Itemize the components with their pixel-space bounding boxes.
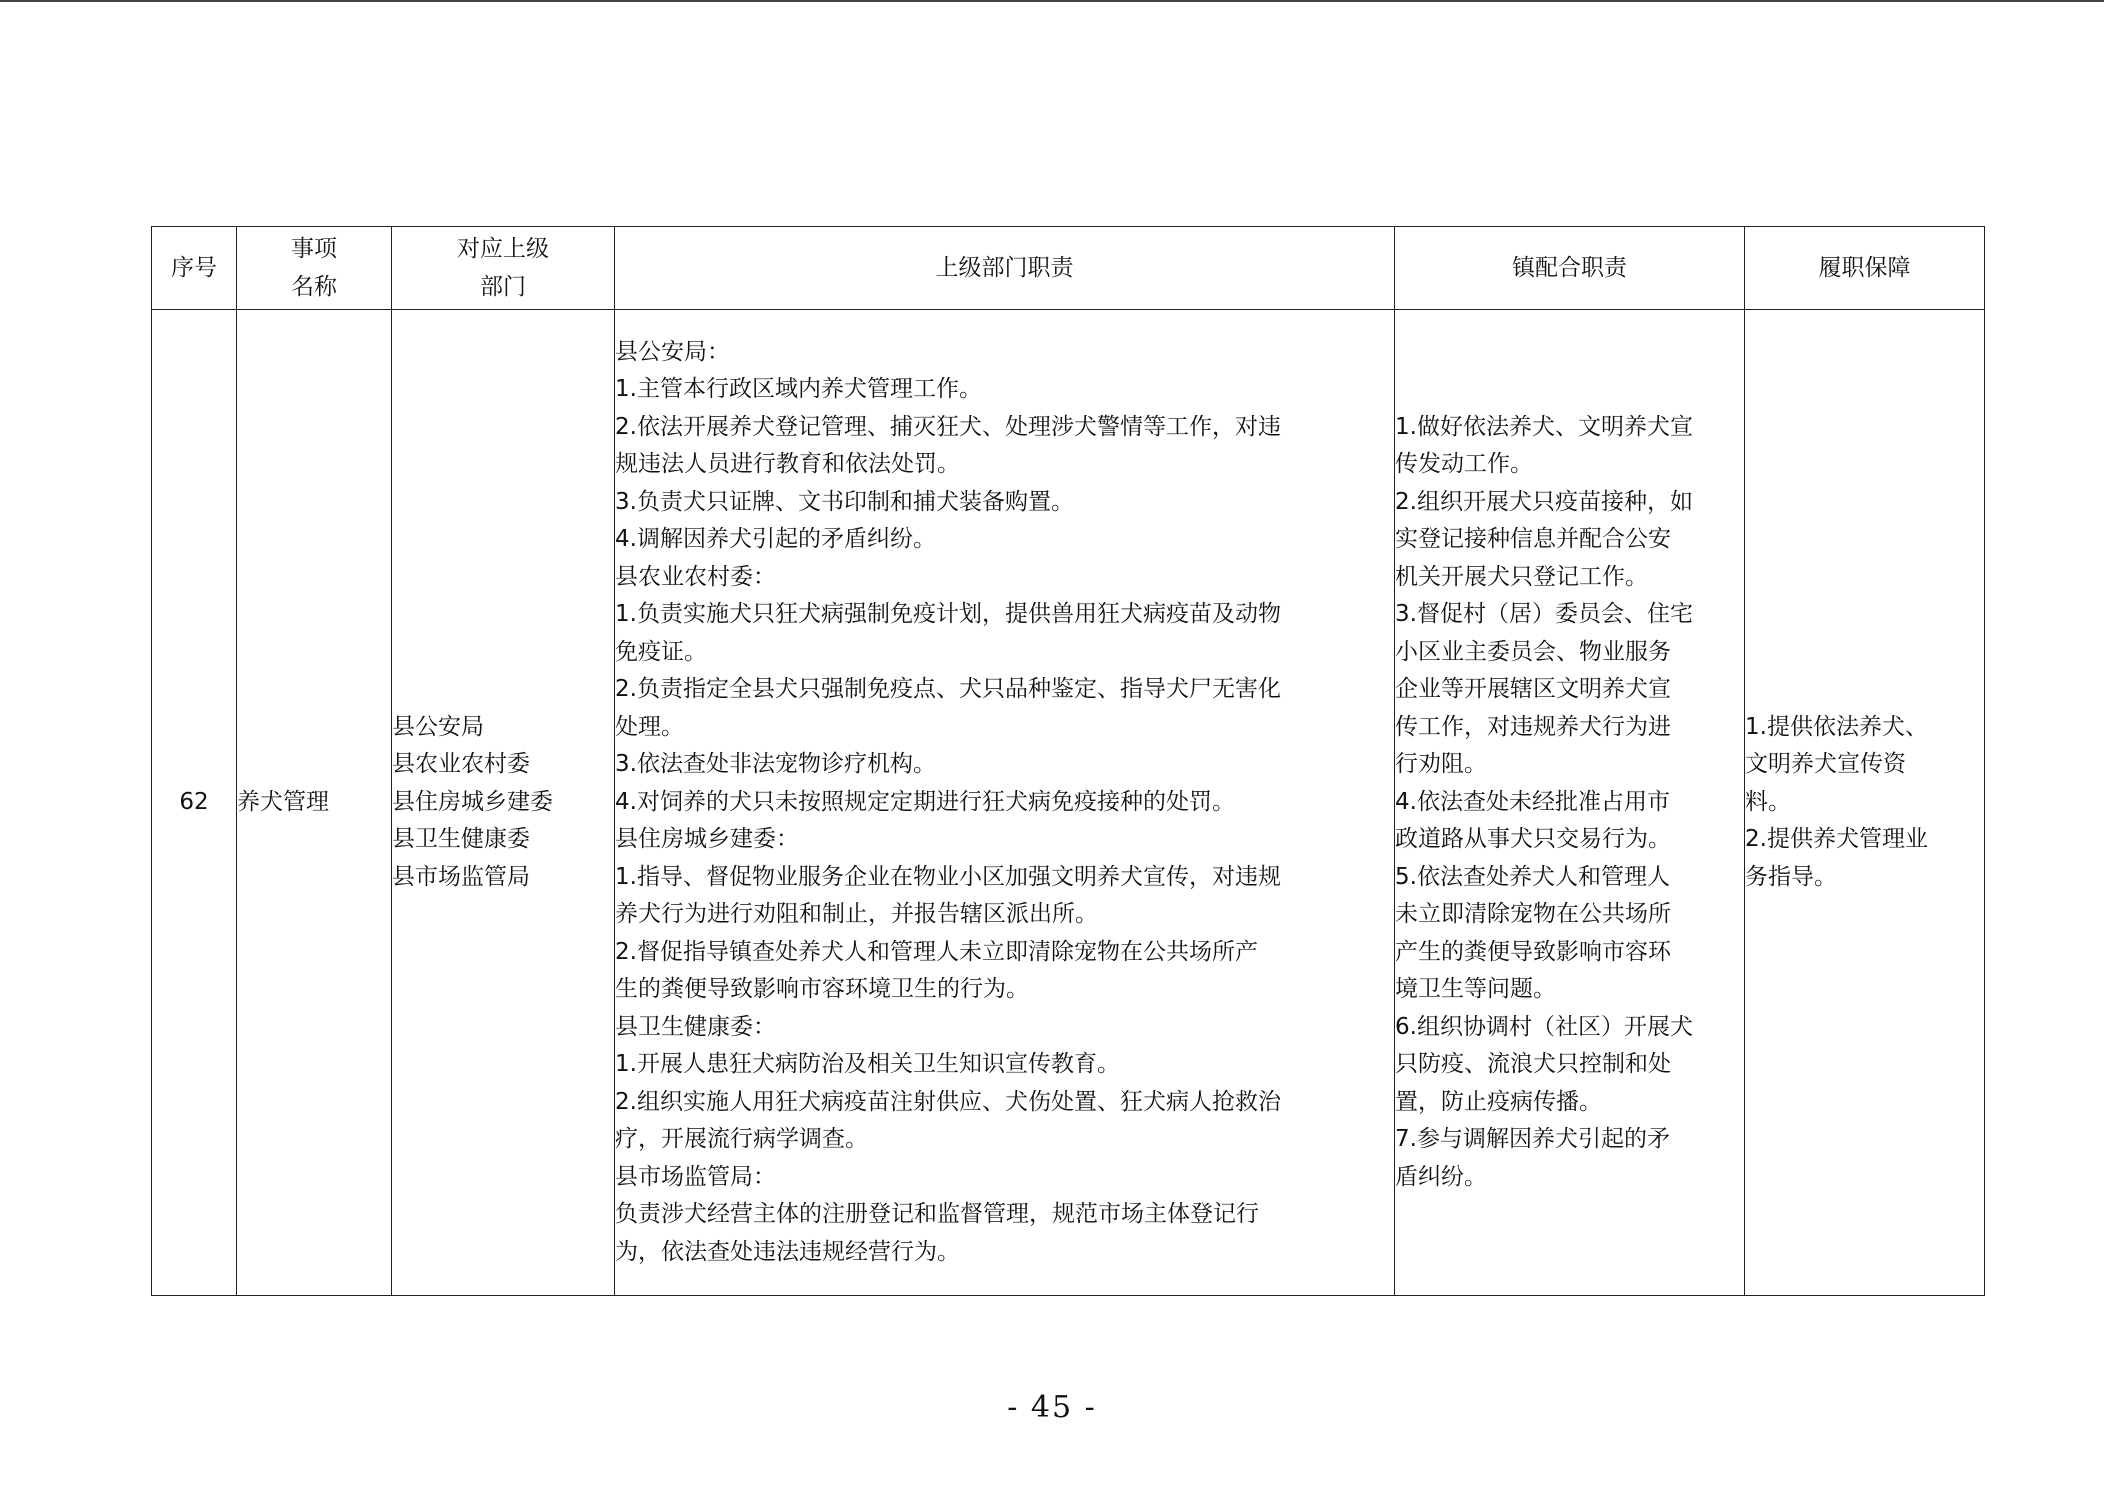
page-top-border [0,0,2104,2]
duty-line: 县市场监管局： [615,1163,776,1190]
duty-line: 1.开展人患狂犬病防治及相关卫生知识宣传教育。 [615,1051,1120,1078]
town-duty-line: 行劝阻。 [1395,751,1487,778]
cell-performance-guarantee [1745,310,1985,1296]
page-number: - 45 - [1007,1390,1097,1425]
duty-line: 县农业农村委： [615,563,776,590]
duty-line: 4.对饲养的犬只未按照规定定期进行狂犬病免疫接种的处罚。 [615,788,1235,815]
cell-item-name: 养犬管理 [237,310,392,1296]
duty-line: 为，依法查处违法违规经营行为。 [615,1238,960,1265]
cell-town-duties [1395,310,1745,1296]
header-serial-number: 序号 [152,227,237,310]
town-duty-line: 传发动工作。 [1395,451,1533,478]
duty-line: 3.依法查处非法宠物诊疗机构。 [615,751,936,778]
guarantee-line: 2.提供养犬管理业 [1745,826,1928,853]
cell-superior-departments [392,310,615,1296]
department-line: 县住房城乡建委 [392,788,553,815]
duty-line: 生的粪便导致影响市容环境卫生的行为。 [615,976,1029,1003]
header-superior-department-line: 部门 [480,274,526,300]
duty-table [151,226,1985,1296]
duty-line: 县公安局： [615,338,730,365]
town-duty-line: 4.依法查处未经批准占用市 [1395,788,1670,815]
cell-serial-number: 62 [152,310,237,1296]
header-superior-duties: 上级部门职责 [615,227,1395,310]
duty-line: 2.依法开展养犬登记管理、捕灭狂犬、处理涉犬警情等工作，对违 [615,413,1281,440]
town-duty-line: 企业等开展辖区文明养犬宣 [1395,676,1671,703]
duty-line: 3.负责犬只证牌、文书印制和捕犬装备购置。 [615,488,1074,515]
town-duty-line: 传工作，对违规养犬行为进 [1395,713,1671,740]
header-item-name [237,227,392,310]
town-duty-line: 政道路从事犬只交易行为。 [1395,826,1671,853]
town-duty-line: 2.组织开展犬只疫苗接种，如 [1395,488,1693,515]
duty-line: 县住房城乡建委： [615,826,799,853]
duty-line: 2.负责指定全县犬只强制免疫点、犬只品种鉴定、指导犬尸无害化 [615,676,1281,703]
department-line: 县农业农村委 [392,751,530,778]
table-header-row [152,227,1985,310]
duty-line: 1.负责实施犬只狂犬病强制免疫计划，提供兽用狂犬病疫苗及动物 [615,601,1281,628]
duty-line: 免疫证。 [615,638,707,665]
town-duty-line: 未立即清除宠物在公共场所 [1395,901,1671,928]
department-line: 县市场监管局 [392,863,530,890]
guarantee-line: 务指导。 [1745,863,1837,890]
town-duty-line: 只防疫、流浪犬只控制和处 [1395,1051,1671,1078]
duty-line: 1.指导、督促物业服务企业在物业小区加强文明养犬宣传，对违规 [615,863,1281,890]
table-row [152,310,1985,1296]
header-superior-department [392,227,615,310]
town-duty-line: 7.参与调解因养犬引起的矛 [1395,1126,1670,1153]
town-duty-line: 盾纠纷。 [1395,1163,1487,1190]
duty-line: 县卫生健康委： [615,1013,776,1040]
town-duty-line: 5.依法查处养犬人和管理人 [1395,863,1670,890]
duty-line: 疗，开展流行病学调查。 [615,1126,868,1153]
header-item-name-line: 名称 [291,274,337,300]
town-duty-line: 置，防止疫病传播。 [1395,1088,1602,1115]
header-item-name-line: 事项 [291,236,337,262]
header-superior-department-line: 对应上级 [457,236,549,262]
cell-superior-duties [615,310,1395,1296]
town-duty-line: 实登记接种信息并配合公安 [1395,526,1671,553]
town-duty-line: 小区业主委员会、物业服务 [1395,638,1671,665]
guarantee-line: 料。 [1745,788,1791,815]
duty-line: 4.调解因养犬引起的矛盾纠纷。 [615,526,936,553]
town-duty-line: 3.督促村（居）委员会、住宅 [1395,601,1693,628]
duty-line: 养犬行为进行劝阻和制止，并报告辖区派出所。 [615,901,1098,928]
guarantee-line: 1.提供依法养犬、 [1745,713,1928,740]
town-duty-line: 1.做好依法养犬、文明养犬宣 [1395,413,1693,440]
town-duty-line: 6.组织协调村（社区）开展犬 [1395,1013,1693,1040]
header-town-duties: 镇配合职责 [1395,227,1745,310]
department-line: 县卫生健康委 [392,826,530,853]
duty-line: 规违法人员进行教育和依法处罚。 [615,451,960,478]
duty-line: 负责涉犬经营主体的注册登记和监督管理，规范市场主体登记行 [615,1201,1259,1228]
town-duty-line: 境卫生等问题。 [1395,976,1556,1003]
town-duty-line: 机关开展犬只登记工作。 [1395,563,1648,590]
header-performance-guarantee: 履职保障 [1745,227,1985,310]
guarantee-line: 文明养犬宣传资 [1745,751,1906,778]
duty-line: 2.督促指导镇查处养犬人和管理人未立即清除宠物在公共场所产 [615,938,1258,965]
town-duty-line: 产生的粪便导致影响市容环 [1395,938,1671,965]
department-line: 县公安局 [392,713,484,740]
duty-line: 处理。 [615,713,684,740]
duty-line: 2.组织实施人用狂犬病疫苗注射供应、犬伤处置、狂犬病人抢救治 [615,1088,1281,1115]
duty-line: 1.主管本行政区域内养犬管理工作。 [615,376,982,403]
